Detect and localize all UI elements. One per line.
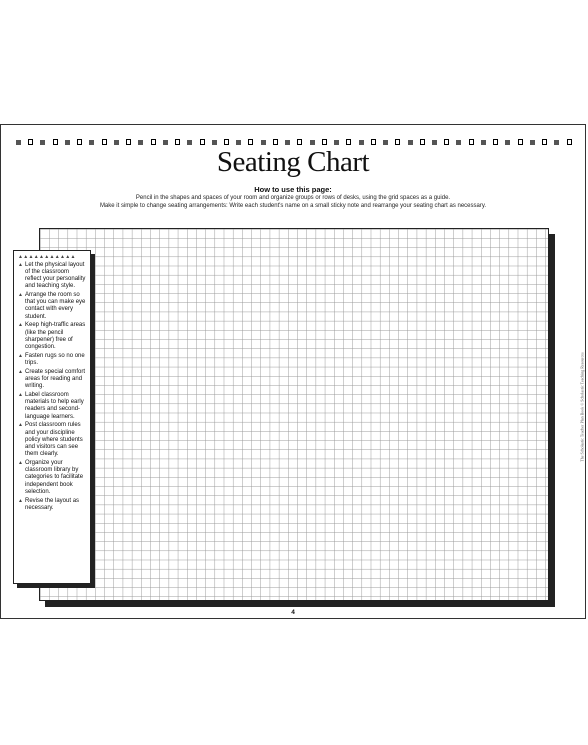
tip-text: Create special comfort areas for reading and writing.	[25, 368, 86, 390]
border-square-icon	[102, 139, 107, 145]
tip-item	[18, 498, 87, 512]
border-square-icon	[334, 140, 339, 145]
triangle-icon: ▲	[18, 368, 23, 375]
border-square-icon	[542, 139, 547, 145]
tip-item	[18, 460, 87, 496]
tip-item	[18, 262, 87, 291]
border-square-icon	[16, 140, 21, 145]
border-square-icon	[175, 139, 180, 145]
tip-text: Keep high-traffic areas (like the pencil sharpener) free of congestion.	[25, 322, 86, 351]
decorative-border-row	[16, 138, 572, 146]
triangle-icon: ▲	[18, 497, 23, 504]
border-square-icon	[40, 140, 45, 145]
border-square-icon	[359, 140, 364, 145]
triangle-row-icon: ▲▲▲▲▲▲▲▲▲▲▲	[18, 254, 76, 260]
tip-text: Fasten rugs so no one trips.	[25, 352, 85, 367]
triangle-icon: ▲	[18, 422, 23, 429]
tip-text: Let the physical layout of the classroom reflect your personality and teaching style.	[25, 261, 86, 290]
border-square-icon	[89, 140, 94, 145]
howto-instruction-line-2: Make it simple to change seating arrangements: Write each student's name on a small sticky note and rearrange your seating chart as necessary.	[99, 203, 487, 209]
border-square-icon	[530, 140, 535, 145]
border-square-icon	[310, 140, 315, 145]
tips-list	[18, 262, 87, 512]
tip-item	[18, 292, 87, 321]
border-square-icon	[114, 140, 119, 145]
tip-item	[18, 422, 87, 458]
tip-text: Arrange the room so that you can make eye contact with every student.	[25, 292, 86, 320]
tip-item	[18, 369, 87, 391]
border-square-icon	[28, 139, 33, 145]
border-square-icon	[322, 139, 327, 145]
border-square-icon	[395, 139, 400, 145]
side-credit-text: The Scholastic Teacher Plan Book © Scholastic Teaching Resources	[579, 352, 585, 462]
border-square-icon	[554, 140, 559, 145]
border-square-icon	[469, 139, 474, 145]
border-square-icon	[297, 139, 302, 145]
border-square-icon	[187, 140, 192, 145]
triangle-icon: ▲	[18, 392, 23, 399]
border-square-icon	[518, 139, 523, 145]
page-title: Seating Chart	[216, 146, 370, 178]
howto-heading: How to use this page:	[254, 185, 332, 194]
border-square-icon	[224, 139, 229, 145]
tips-box	[13, 250, 91, 584]
tip-item	[18, 322, 87, 351]
border-square-icon	[200, 139, 205, 145]
border-square-icon	[346, 139, 351, 145]
tip-item	[18, 353, 87, 367]
triangle-icon: ▲	[18, 460, 23, 467]
triangle-icon: ▲	[18, 292, 23, 298]
border-square-icon	[383, 140, 388, 145]
border-square-icon	[273, 139, 278, 145]
border-square-icon	[53, 139, 58, 145]
tip-text: Label classroom materials to help early readers and second-language learners.	[25, 392, 84, 420]
triangle-icon: ▲	[18, 352, 23, 359]
border-square-icon	[444, 139, 449, 145]
border-square-icon	[481, 140, 486, 145]
howto-instruction-line-1: Pencil in the shapes and spaces of your room and organize groups or rows of desks, using the grid spaces as a guide.	[135, 195, 451, 201]
border-square-icon	[432, 140, 437, 145]
border-square-icon	[163, 140, 168, 145]
triangle-icon: ▲	[18, 322, 23, 329]
border-square-icon	[408, 140, 413, 145]
border-square-icon	[420, 139, 425, 145]
border-square-icon	[138, 140, 143, 145]
tip-text: Revise the layout as necessary.	[25, 497, 80, 511]
border-square-icon	[567, 139, 572, 145]
border-square-icon	[285, 140, 290, 145]
tip-text: Post classroom rules and your discipline policy where students and visitors can see them clearly.	[25, 422, 83, 458]
border-square-icon	[248, 139, 253, 145]
border-square-icon	[261, 140, 266, 145]
border-square-icon	[456, 140, 461, 145]
seating-grid[interactable]	[39, 228, 549, 601]
border-square-icon	[77, 139, 82, 145]
side-credit	[578, 302, 586, 512]
tip-item	[18, 392, 87, 421]
triangle-icon: ▲	[18, 261, 23, 268]
border-square-icon	[126, 139, 131, 145]
border-square-icon	[493, 139, 498, 145]
border-square-icon	[151, 139, 156, 145]
border-square-icon	[212, 140, 217, 145]
border-square-icon	[505, 140, 510, 145]
tip-text: Organize your classroom library by categories to facilitate independent book selection.	[25, 460, 84, 495]
border-square-icon	[65, 140, 70, 145]
border-square-icon	[236, 140, 241, 145]
page-number: 4	[291, 609, 295, 616]
border-square-icon	[371, 139, 376, 145]
